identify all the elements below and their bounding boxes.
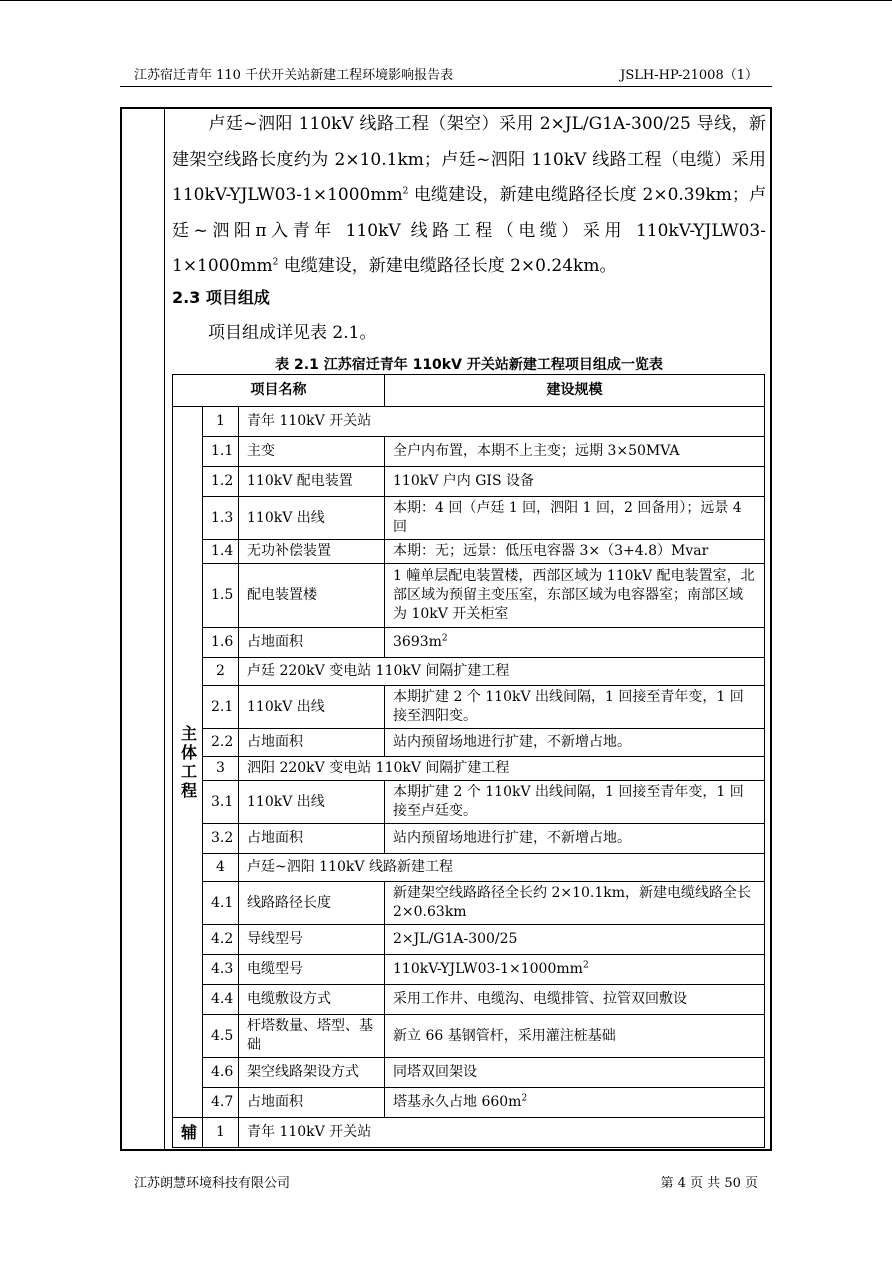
row-item-name: 电缆敷设方式 [239, 985, 385, 1015]
section-title: 2.3 项目组成 [172, 288, 270, 307]
table-row [173, 824, 765, 854]
table-header-row [173, 375, 765, 407]
table-row [173, 437, 765, 467]
row-number: 1.2 [203, 467, 239, 497]
table-row [173, 729, 765, 757]
frame-column-divider [164, 109, 165, 1149]
table-row [173, 497, 765, 540]
row-construction-scale: $110kV-YJLW03-1\times 1000mm^2$ [385, 955, 765, 985]
table-row [173, 854, 765, 882]
top-border-line [0, 0, 892, 1]
table-row [173, 628, 765, 658]
row-number: 3 [203, 757, 239, 781]
row-number: 4.7 [203, 1088, 239, 1118]
row-construction-scale: 1 幢单层配电装置楼，西部区域为 110kV 配电装置室，北部区域为预留主变压室，东部区域为电容器室；南部区域为 10kV 开关柜室 [385, 564, 765, 628]
row-construction-scale: 站内预留场地进行扩建，不新增占地。 [385, 729, 765, 757]
row-construction-scale: 2×JL/G1A-300/25 [385, 925, 765, 955]
table-row [173, 985, 765, 1015]
row-item-name: 青年 110kV 开关站 [239, 1118, 765, 1148]
row-item-name: 110kV 出线 [239, 686, 385, 729]
row-item-name: 配电装置楼 [239, 564, 385, 628]
table-row [173, 925, 765, 955]
table-row [173, 564, 765, 628]
header-rule [120, 86, 772, 87]
table-row [173, 540, 765, 564]
project-composition-table [172, 374, 765, 1148]
header-project-name: 项目名称 [173, 375, 385, 407]
row-construction-scale: 110kV 户内 GIS 设备 [385, 467, 765, 497]
table-row [173, 955, 765, 985]
table-row [173, 757, 765, 781]
table-row [173, 1058, 765, 1088]
row-item-name: 无功补偿装置 [239, 540, 385, 564]
row-item-name: 占地面积 [239, 1088, 385, 1118]
superscript: 2 [441, 633, 448, 644]
row-number: 3.1 [203, 781, 239, 824]
table-row [173, 658, 765, 686]
superscript: 2 [521, 1093, 528, 1104]
row-item-name: 110kV 配电装置 [239, 467, 385, 497]
row-number: 4.4 [203, 985, 239, 1015]
row-construction-scale: 新建架空线路路径全长约 2×10.1km，新建电缆线路全长 2×0.63km [385, 882, 765, 925]
row-item-name: 架空线路架设方式 [239, 1058, 385, 1088]
table-row [173, 467, 765, 497]
row-number: 1 [203, 1118, 239, 1148]
row-number: 1.5 [203, 564, 239, 628]
table-row [173, 781, 765, 824]
row-number: 1.4 [203, 540, 239, 564]
header-report-title: 江苏宿迁青年 110 千伏开关站新建工程环境影响报告表 [134, 68, 454, 83]
row-number: 2.1 [203, 686, 239, 729]
row-item-name: 卢廷~泗阳 110kV 线路新建工程 [239, 854, 765, 882]
row-item-name: 占地面积 [239, 729, 385, 757]
row-number: 2.2 [203, 729, 239, 757]
header-doc-number: JSLH-HP-21008（1） [620, 68, 758, 83]
row-item-name: 电缆型号 [239, 955, 385, 985]
table-body [173, 407, 765, 1148]
row-number: 4.2 [203, 925, 239, 955]
table-row [173, 1015, 765, 1058]
row-number: 4.5 [203, 1015, 239, 1058]
header-construction-scale: 建设规模 [385, 375, 765, 407]
row-construction-scale: 全户内布置，本期不上主变；远期 3×50MVA [385, 437, 765, 467]
category-main-project: 主 体 工 程 [173, 407, 203, 1118]
row-item-name: 占地面积 [239, 824, 385, 854]
row-number: 1 [203, 407, 239, 437]
row-construction-scale: 本期扩建 2 个 110kV 出线间隔，1 回接至青年变，1 回接至卢廷变。 [385, 781, 765, 824]
row-item-name: 青年 110kV 开关站 [239, 407, 765, 437]
row-number: 4.1 [203, 882, 239, 925]
row-number: 1.1 [203, 437, 239, 467]
row-item-name: 110kV 出线 [239, 781, 385, 824]
superscript: 2 [582, 960, 589, 971]
table-row [173, 686, 765, 729]
row-item-name: 卢廷 220kV 变电站 110kV 间隔扩建工程 [239, 658, 765, 686]
row-construction-scale: $3693m^2$ [385, 628, 765, 658]
row-item-name: 占地面积 [239, 628, 385, 658]
footer-page-number: 第 4 页 共 50 页 [660, 1176, 758, 1191]
row-number: 4.6 [203, 1058, 239, 1088]
table-row [173, 1118, 765, 1148]
section-intro: 项目组成详见表 2.1。 [208, 323, 377, 343]
row-construction-scale: 新立 66 基钢管杆，采用灌注桩基础 [385, 1015, 765, 1058]
table-row [173, 407, 765, 437]
category-auxiliary-project: 辅 [173, 1118, 203, 1148]
row-number: 4 [203, 854, 239, 882]
row-item-name: 主变 [239, 437, 385, 467]
row-construction-scale: 本期：4 回（卢廷 1 回，泗阳 1 回，2 回备用）；远景 4 回 [385, 497, 765, 540]
row-construction-scale: 采用工作井、电缆沟、电缆排管、拉管双回敷设 [385, 985, 765, 1015]
row-item-name: 杆塔数量、塔型、基础 [239, 1015, 385, 1058]
row-construction-scale: 本期扩建 2 个 110kV 出线间隔，1 回接至青年变，1 回接至泗阳变。 [385, 686, 765, 729]
table-row [173, 882, 765, 925]
row-construction-scale: 塔基永久占地 $660m^2$ [385, 1088, 765, 1118]
row-number: 1.6 [203, 628, 239, 658]
row-construction-scale: 本期：无；远景：低压电容器 3×（3+4.8）Mvar [385, 540, 765, 564]
body-text [172, 107, 766, 285]
table-row [173, 1088, 765, 1118]
row-item-name: 110kV 出线 [239, 497, 385, 540]
row-item-name: 导线型号 [239, 925, 385, 955]
row-number: 4.3 [203, 955, 239, 985]
row-construction-scale: 同塔双回架设 [385, 1058, 765, 1088]
line-description-paragraph: 卢廷~泗阳 110kV 线路工程（架空）采用 2×JL/G1A-300/25 导线，新建架空线路长度约为 2×10.1km；卢廷~泗阳 110kV 线路工程（电缆）采用 $110kV-YJLW03-1\times 1000mm^2$ 电缆建设，新建电缆路径长度 2×0.39km；卢廷~泗阳π入青年 110kV 线路工程（电缆）采用 $110kV-YJLW03-1\times 1000mm^2$ 电缆建设，新建电缆路径长度 2×0.24km。 [172, 114, 766, 276]
row-item-name: 线路路径长度 [239, 882, 385, 925]
row-number: 3.2 [203, 824, 239, 854]
row-number: 2 [203, 658, 239, 686]
row-item-name: 泗阳 220kV 变电站 110kV 间隔扩建工程 [239, 757, 765, 781]
footer-company: 江苏朗慧环境科技有限公司 [134, 1176, 291, 1191]
row-construction-scale: 站内预留场地进行扩建，不新增占地。 [385, 824, 765, 854]
table-caption: 表 2.1 江苏宿迁青年 110kV 开关站新建工程项目组成一览表 [275, 357, 663, 373]
row-number: 1.3 [203, 497, 239, 540]
